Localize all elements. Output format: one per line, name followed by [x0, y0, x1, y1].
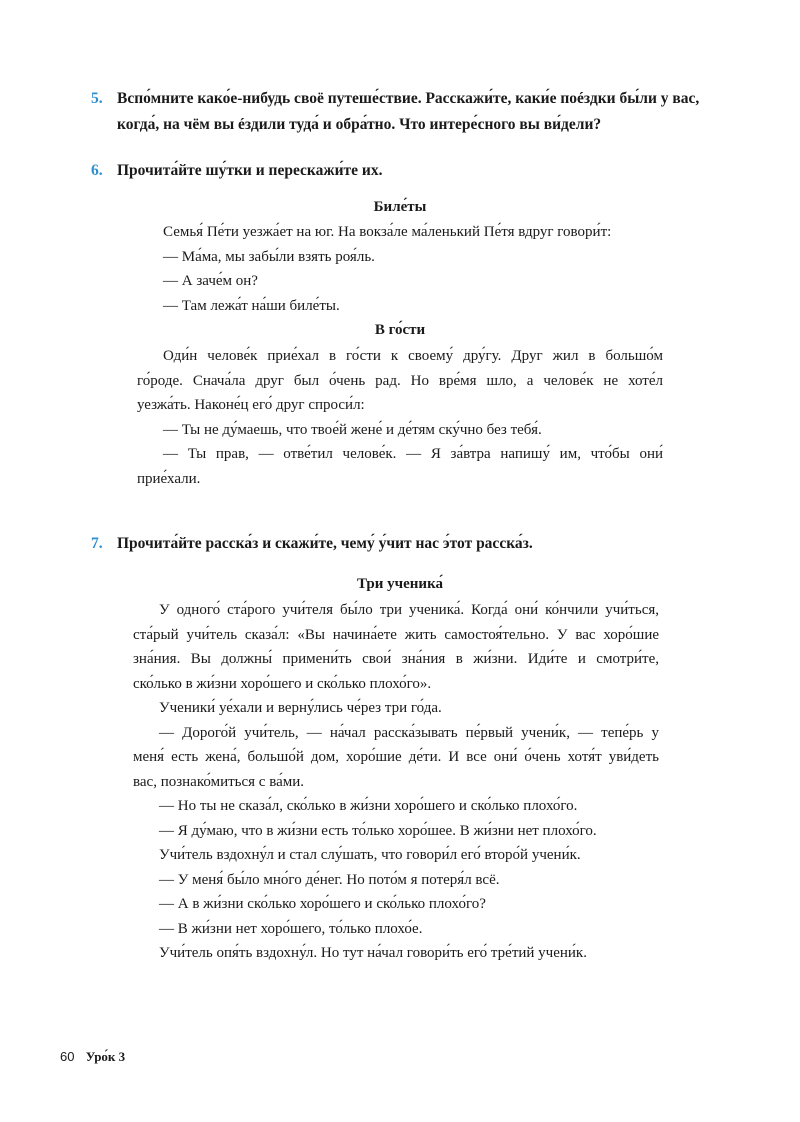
- task-text: Прочита́йте шу́тки и перескажи́те их.: [117, 162, 383, 179]
- task-number: 7.: [91, 535, 103, 552]
- text-line: — Я ду́маю, что в жи́зни есть то́лько хоро́шее. В жи́зни нет плохо́го.: [159, 822, 597, 839]
- text-line: — А в жи́зни ско́лько хоро́шего и ско́лько плохо́го?: [159, 896, 486, 912]
- text-line: Семья́ Пе́ти уезжа́ет на юг. На вокза́ле ма́ленький Пе́тя вдруг говори́т:: [163, 224, 612, 240]
- task-number: 6.: [91, 162, 103, 179]
- task-number: 5.: [91, 90, 103, 107]
- story-tickets-text: [163, 220, 611, 318]
- text-line: — В жи́зни нет хоро́шего, то́лько плохо́е.: [159, 920, 423, 937]
- task-7: [91, 531, 711, 557]
- text-line: — Ты не ду́маешь, что твое́й жене́ и де́тям ску́чно без тебя́.: [163, 421, 542, 438]
- task-text: Вспо́мните како́е-нибудь своё путеше́ствие. Расскажи́те, каки́е поéздки бы́ли у вас, когда́, на чём вы éздили туда́ и обра́тно. Что интере́сного вы ви́дели?: [117, 90, 700, 133]
- text-line: — Но ты не сказа́л, ско́лько в жи́зни хоро́шего и ско́лько плохо́го.: [159, 798, 578, 814]
- lesson-label: Уро́к 3: [85, 1049, 126, 1064]
- task-5: [91, 86, 711, 138]
- task-6: [91, 158, 711, 184]
- text-line: зна́ния. Вы должны́ примени́ть свои́ зна́ния в жи́зни. Иди́те и смотри́те,: [133, 651, 659, 667]
- text-line: — У меня́ бы́ло мно́го де́нег. Но пото́м я потеря́л всё.: [159, 871, 500, 888]
- text-line: — Там лежа́т на́ши биле́ты.: [163, 297, 340, 314]
- text-line: Оди́н челове́к прие́хал в го́сти к своему́ дру́гу. Друг жил в большо́м: [163, 348, 663, 364]
- text-line: ско́лько в жи́зни хоро́шего и ско́лько плохо́го».: [133, 675, 432, 692]
- story-three-students-text: [133, 598, 659, 966]
- text-line: У одного́ ста́рого учи́теля бы́ло три ученика́. Когда́ они́ ко́нчили учи́ться,: [159, 602, 659, 618]
- text-line: вас, познако́миться с ва́ми.: [133, 773, 305, 790]
- text-line: Учи́тель вздохну́л и стал слу́шать, что говори́л его́ второ́й учени́к.: [159, 847, 581, 863]
- text-line: Ученики́ уе́хали и верну́лись че́рез три го́да.: [159, 700, 442, 716]
- task-text: Прочита́йте расска́з и скажи́те, чему́ у́чит нас э́тот расска́з.: [117, 535, 533, 552]
- story-title-three-students: Три ученика́: [357, 576, 443, 592]
- text-line: го́роде. Снача́ла друг был о́чень рад. Но вре́мя шло, а челове́к не хоте́л: [137, 372, 663, 389]
- story-title-tickets: Биле́ты: [373, 199, 427, 215]
- text-line: Учи́тель опя́ть вздохну́л. Но тут на́чал говори́ть его́ тре́тий учени́к.: [159, 945, 587, 961]
- page-footer: [60, 1049, 125, 1065]
- text-line: уезжа́ть. Наконе́ц его́ друг спроси́л:: [137, 397, 365, 413]
- text-line: — Ма́ма, мы забы́ли взять роя́ль.: [163, 248, 375, 265]
- text-line: — А заче́м он?: [163, 273, 258, 289]
- text-line: ста́рый учи́тель сказа́л: «Вы начина́ете жить самостоя́тельно. У вас хоро́шие: [133, 626, 659, 643]
- story-guests-text: [137, 344, 663, 491]
- text-line: — Ты прав, — отве́тил челове́к. — Я за́втра напишу́ им, что́бы они́: [163, 446, 663, 462]
- text-line: — Дорого́й учи́тель, — на́чал расска́зывать пе́рвый учени́к, — тепе́рь у: [159, 724, 659, 741]
- page-number: 60: [60, 1049, 75, 1064]
- text-line: прие́хали.: [137, 470, 201, 487]
- text-line: меня́ есть жена́, большо́й дом, хоро́шие де́ти. И все они́ о́чень хотя́т уви́деть: [133, 749, 659, 765]
- story-title-guests: В го́сти: [374, 322, 426, 338]
